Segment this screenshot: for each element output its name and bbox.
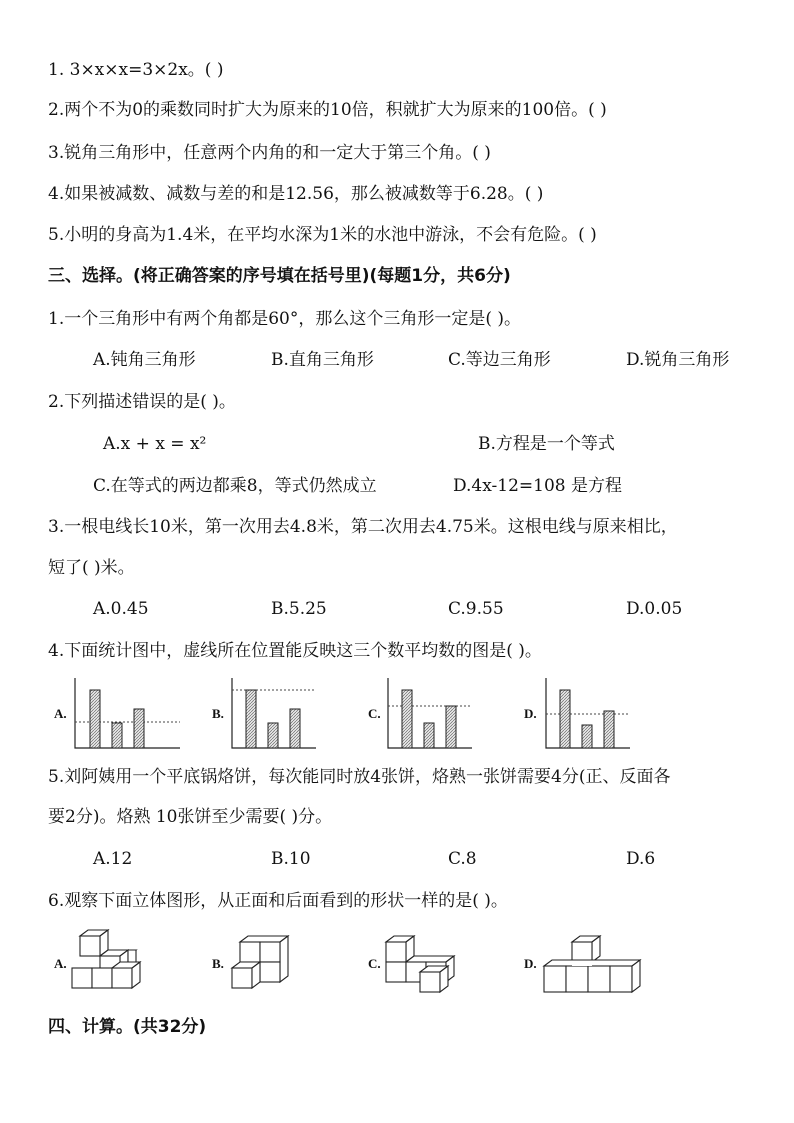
q6-label-b: B. xyxy=(212,956,224,971)
question-5-line-2: 要2分)。烙熟 10张饼至少需要( )分。 xyxy=(48,807,333,827)
q1-option-a: A.钝角三角形 xyxy=(93,350,196,370)
q5-option-c: C.8 xyxy=(448,849,477,869)
question-3-line-1: 3.一根电线长10米，第一次用去4.8米，第二次用去4.75米。这根电线与原来相比， xyxy=(48,517,678,537)
q6-figure-a xyxy=(52,928,152,998)
q4-chart-b-svg xyxy=(212,676,342,756)
q2-option-d: D.4x-12=108 是方程 xyxy=(453,476,623,496)
q5-option-b: B.10 xyxy=(271,849,311,869)
q1-option-d: D.锐角三角形 xyxy=(626,350,730,370)
q6-label-a: A. xyxy=(54,956,67,971)
question-6: 6.观察下面立体图形，从正面和后面看到的形状一样的是( )。 xyxy=(48,891,508,911)
q4-chart-b xyxy=(212,676,342,756)
q6-figure-b-svg xyxy=(212,928,312,998)
question-3-line-2: 短了( )米。 xyxy=(48,558,135,578)
judge-item-5: 5.小明的身高为1.4米，在平均水深为1米的水池中游泳，不会有危险。( ) xyxy=(48,225,597,245)
q2-option-b: B.方程是一个等式 xyxy=(478,434,615,454)
q4-chart-c-svg xyxy=(366,676,496,756)
q1-option-b: B.直角三角形 xyxy=(271,350,374,370)
judge-item-2: 2.两个不为0的乘数同时扩大为原来的10倍，积就扩大为原来的100倍。( ) xyxy=(48,100,607,120)
question-4: 4.下面统计图中，虚线所在位置能反映这三个数平均数的图是( )。 xyxy=(48,641,542,661)
question-2: 2.下列描述错误的是( )。 xyxy=(48,392,236,412)
q4-label-a: A. xyxy=(54,706,67,721)
q6-figure-b xyxy=(212,928,312,998)
q4-label-c: C. xyxy=(368,706,381,721)
q4-chart-c xyxy=(366,676,496,756)
judge-item-3: 3.锐角三角形中，任意两个内角的和一定大于第三个角。( ) xyxy=(48,143,491,163)
section-3-title: 三、选择。(将正确答案的序号填在括号里)(每题1分，共6分) xyxy=(48,266,511,286)
q4-chart-a xyxy=(52,676,182,756)
question-5-line-1: 5.刘阿姨用一个平底锅烙饼，每次能同时放4张饼，烙熟一张饼需要4分(正、反面各 xyxy=(48,767,671,787)
q3-option-b: B.5.25 xyxy=(271,599,327,619)
q4-label-b: B. xyxy=(212,706,224,721)
question-1: 1.一个三角形中有两个角都是60°，那么这个三角形一定是( )。 xyxy=(48,309,522,329)
q6-figure-c-svg xyxy=(366,928,476,998)
q3-option-c: C.9.55 xyxy=(448,599,504,619)
q6-figure-c xyxy=(366,928,476,998)
q4-chart-d xyxy=(522,676,652,756)
q5-option-a: A.12 xyxy=(93,849,133,869)
q4-chart-a-svg xyxy=(52,676,182,756)
q2-option-a: A.x + x = x² xyxy=(103,434,207,454)
q2-option-c: C.在等式的两边都乘8，等式仍然成立 xyxy=(93,476,377,496)
judge-item-4: 4.如果被减数、减数与差的和是12.56，那么被减数等于6.28。( ) xyxy=(48,184,544,204)
q6-label-d: D. xyxy=(524,956,537,971)
q6-label-c: C. xyxy=(368,956,381,971)
judge-item-1: 1. 3×x×x=3×2x。( ) xyxy=(48,60,224,80)
q6-figure-d-svg xyxy=(522,928,642,998)
q3-option-d: D.0.05 xyxy=(626,599,683,619)
section-4-title: 四、计算。(共32分) xyxy=(48,1017,207,1037)
q4-label-d: D. xyxy=(524,706,537,721)
q6-figure-d xyxy=(522,928,642,998)
q6-figure-a-svg xyxy=(52,928,152,998)
q4-chart-d-svg xyxy=(522,676,652,756)
q1-option-c: C.等边三角形 xyxy=(448,350,551,370)
q5-option-d: D.6 xyxy=(626,849,656,869)
q3-option-a: A.0.45 xyxy=(93,599,149,619)
